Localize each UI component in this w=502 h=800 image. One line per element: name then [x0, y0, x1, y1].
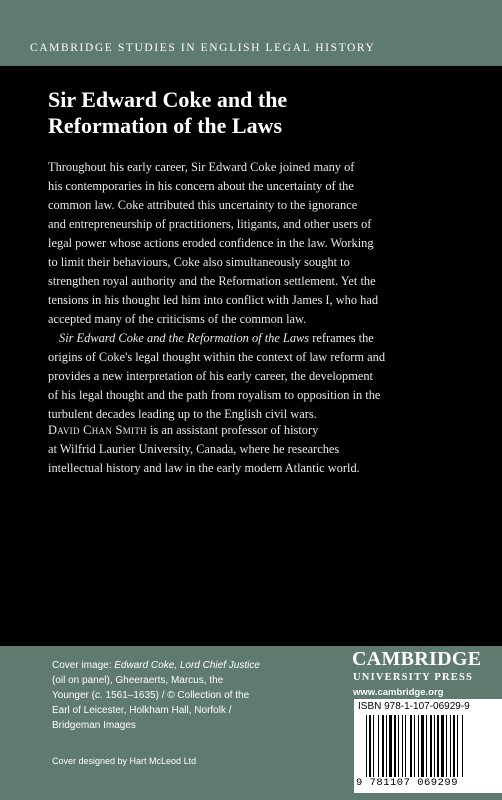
credit-line3-pre: Younger (: [52, 690, 95, 701]
publisher-logo-subtitle: UNIVERSITY PRESS: [353, 672, 474, 683]
book-title: [48, 87, 468, 139]
credit-label: Cover image:: [52, 660, 115, 671]
blurb-p2-first-line: [48, 329, 468, 348]
blurb-p2-first-rest: reframes the: [309, 331, 374, 345]
credit-line-5: Bridgeman Images: [52, 720, 136, 731]
barcode-digits: 9 781107 069299: [356, 777, 459, 789]
blurb-line: accepted many of the criticisms of the common law.: [48, 312, 307, 326]
blurb: [48, 158, 468, 424]
blurb-line: provides a new interpretation of his early career, the development: [48, 369, 373, 383]
bio-first-rest: is an assistant professor of history: [146, 423, 319, 437]
credit-line-3: [52, 688, 292, 703]
blurb-line: and entrepreneurship of practitioners, litigants, and other users of: [48, 217, 372, 231]
publisher-logo-name: CAMBRIDGE: [352, 648, 482, 670]
bio-first-line: [48, 421, 468, 440]
bio-line: intellectual history and law in the early modern Atlantic world.: [48, 461, 360, 475]
blurb-line: origins of Coke's legal thought within the context of law reform and: [48, 350, 386, 364]
blurb-line: turbulent decades leading up to the English civil wars.: [48, 407, 317, 421]
blurb-line: of his legal thought and the path from royalism to opposition in the: [48, 388, 381, 402]
barcode-icon: [366, 715, 490, 777]
isbn-label: ISBN 978-1-107-06929-9: [358, 701, 470, 712]
book-title-italic: Sir Edward Coke and the Reformation of the Laws: [59, 331, 310, 345]
series-name: CAMBRIDGE STUDIES IN ENGLISH LEGAL HISTORY: [30, 42, 376, 54]
credit-circa: c.: [95, 690, 103, 701]
credit-line3-post: 1561–1635) / © Collection of the: [102, 690, 250, 701]
blurb-line: his contemporaries in his concern about the uncertainty of the: [48, 179, 354, 193]
publisher-url: www.cambridge.org: [353, 687, 444, 698]
credit-line-1: [52, 658, 292, 673]
cover-designer: Cover designed by Hart McLeod Ltd: [52, 756, 197, 766]
title-line-1: Sir Edward Coke and the: [48, 87, 288, 112]
blurb-line: legal power whose actions eroded confidence in the law. Working: [48, 236, 374, 250]
title-line-2: Reformation of the Laws: [48, 113, 283, 138]
blurb-line: Throughout his early career, Sir Edward Coke joined many of: [48, 160, 355, 174]
credit-line-2: (oil on panel), Gheeraerts, Marcus, the: [52, 675, 224, 686]
author-name: David Chan Smith: [48, 423, 147, 437]
barcode-panel: [354, 699, 502, 793]
bio-line: at Wilfrid Laurier University, Canada, where he researches: [48, 442, 340, 456]
blurb-line: to limit their behaviours, Coke also simultaneously sought to: [48, 255, 350, 269]
credit-line-4: Earl of Leicester, Holkham Hall, Norfolk /: [52, 705, 232, 716]
blurb-line: tensions in his thought led him into conflict with James I, who had: [48, 293, 379, 307]
blurb-line: common law. Coke attributed this uncertainty to the ignorance: [48, 198, 358, 212]
series-band: [0, 0, 502, 66]
cover-credit: [52, 658, 292, 733]
blurb-line: strengthen royal authority and the Reformation settlement. Yet the: [48, 274, 376, 288]
author-bio: [48, 421, 468, 478]
credit-artwork-title: Edward Coke, Lord Chief Justice: [114, 660, 260, 671]
